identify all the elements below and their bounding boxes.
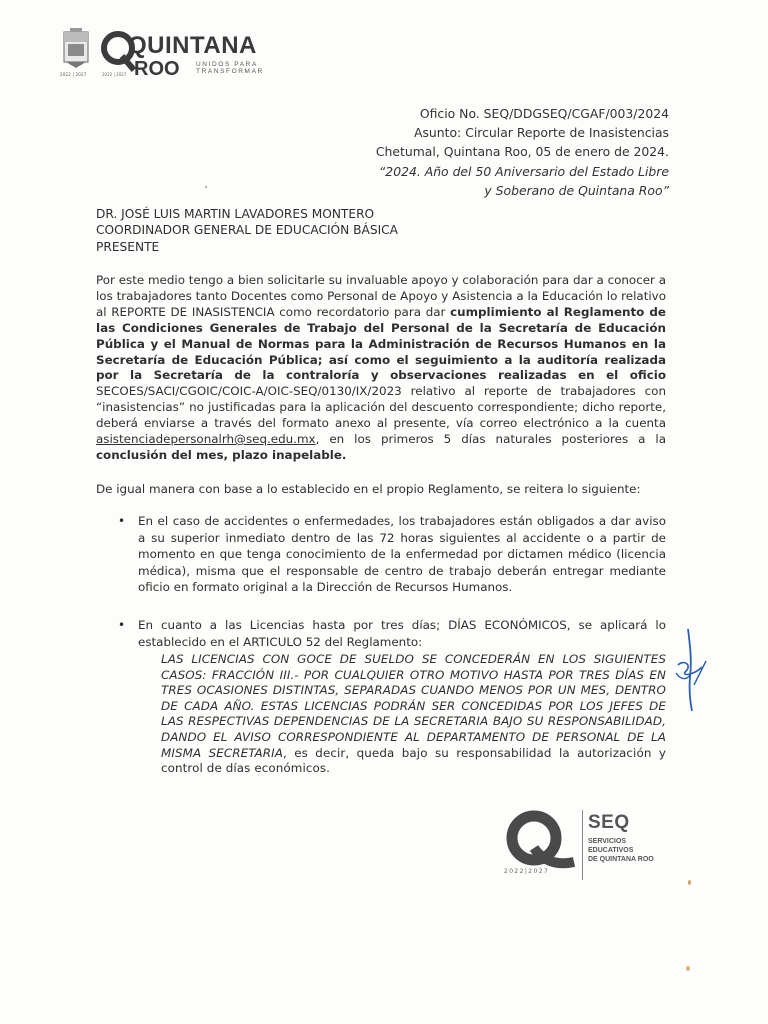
bullet-item-2: En cuanto a las Licencias hasta por tres días; DÍAS ECONÓMICOS, se aplicará lo establecido en el ARTICULO 52 del Reglamento: [138,618,666,649]
seq-logo [496,806,686,886]
brand-name-bottom: ROO [134,58,180,80]
logo-year-caption: 2022 | 2027 [102,72,127,77]
p1-part-d: , en los primeros 5 días naturales posteriores a la [315,432,666,447]
motto-line-2: y Soberano de Quintana Roo” [484,182,669,198]
article-quote-italic: LAS LICENCIAS CON GOCE DE SUELDO SE CONCEDERÁN EN LOS SIGUIENTES CASOS: FRACCIÓN III.- POR CUALQUIER OTRO MOTIVO HASTA POR TRES DÍAS EN TRES OCASIONES DISTINTAS, SEPARADAS CUANDO MENOS POR UN MES, DENTRO DE CADA AÑO. ESTAS LICENCIAS PODRÁN SER CONCEDIDAS POR LOS JEFES DE LAS RESPECTIVAS DEPENDENCIAS DE LA SECRETARIA BAJO SU RESPONSABILIDAD, DANDO EL AVISO CORRESPONDIENTE AL DEPARTAMENTO DE PERSONAL DE LA MISMA SECRETARIA [161,652,666,760]
scan-speck [205,186,207,188]
article-quote [161,652,666,777]
seq-subtitle [588,838,684,864]
addressee-title: COORDINADOR GENERAL DE EDUCACIÓN BÁSICA [96,223,399,238]
motto-line-1: “2024. Año del 50 Aniversario del Estado Libre [378,163,669,179]
email-link[interactable]: asistenciadepersonalrh@seq.edu.mx [96,432,316,447]
asunto-line [376,123,669,142]
seq-divider [582,810,583,880]
asunto-value: Circular Reporte de Inasistencias [465,125,669,141]
place-date: Chetumal, Quintana Roo, 05 de enero de 2024. [375,144,669,160]
state-crest-icon [62,28,90,72]
body-paragraph-1 [96,273,666,464]
article-quote-tail: , es decir, queda bajo su responsabilidad la autorización y control de días económicos. [161,745,666,776]
seq-subtitle-line-3: DE QUINTANA ROO [588,855,654,863]
bullet-dot-2: • [118,618,126,632]
seq-subtitle-line-2: EDUCATIVOS [588,846,634,854]
reference-block [376,104,669,200]
p1-part-e: conclusión del mes, plazo inapelable. [96,447,347,462]
seq-year: 2022|2027 [504,868,550,875]
p1-part-b: cumplimiento al Reglamento de las Condiciones Generales de Trabajo del Personal de la Secretaría de Educación Pública y el Manual de Normas para la Administración de Recursos Humanos en la Secretaría de Educación Pública; así como el seguimiento a la auditoría realizada por la Secretaría de la contraloría y observaciones realizadas en el oficio [96,304,666,383]
bullet-item-1: En el caso de accidentes o enfermedades, los trabajadores están obligados a dar aviso a su superior inmediato dentro de las 72 horas siguientes al accidente o a partir de momento en que tenga conocimiento de la enfermedad por dictamen médico (licencia médica), misma que el responsable de centro de trabajo deberán entregar mediante oficio en formato original a la Dirección de Recursos Humanos. [138,514,666,594]
p1-part-a: Por este medio tengo a bien solicitarle su invaluable apoyo y colaboración para dar a conocer a los trabajadores tanto Docentes como Personal de Apoyo y Asistencia a la Educación lo relativo al REPORTE DE INASISTENCIA como recordatorio para dar [96,273,666,319]
oficio-number: Oficio No. SEQ/DDGSEQ/CGAF/003/2024 [419,106,669,121]
brand-tagline: UNIDOS PARA TRANSFORMAR [196,61,264,75]
asunto-label: Asunto: [413,125,462,141]
addressee-block [96,206,398,255]
crest-caption: 2022 | 2027 [60,72,87,77]
quintana-roo-logo [60,26,264,80]
scan-speck [686,966,690,971]
scan-speck [688,880,691,885]
bullet-dot-1: • [118,514,126,528]
seq-subtitle-line-1: SERVICIOS [588,838,626,845]
brand-name-top: QUINTANA [128,32,257,59]
addressee-name: DR. JOSÉ LUIS MARTIN LAVADORES MONTERO [96,207,375,221]
handwritten-signature [668,625,718,715]
presente-label: PRESENTE [96,239,160,254]
p1-part-c: SECOES/SACI/CGOIC/COIC-A/OIC-SEQ/0130/IX/2023 relativo al reporte de trabajadores con “inasistencias” no justificadas para la aplicación del descuento correspondiente; dicho reporte, deberá enviarse a través del formato anexo al presente, vía correo electrónico a la cuenta [96,384,666,431]
seq-q-icon [498,808,580,874]
seq-title: SEQ [588,812,630,833]
body-paragraph-2: De igual manera con base a lo establecido en el propio Reglamento, se reitera lo siguiente: [96,482,641,496]
